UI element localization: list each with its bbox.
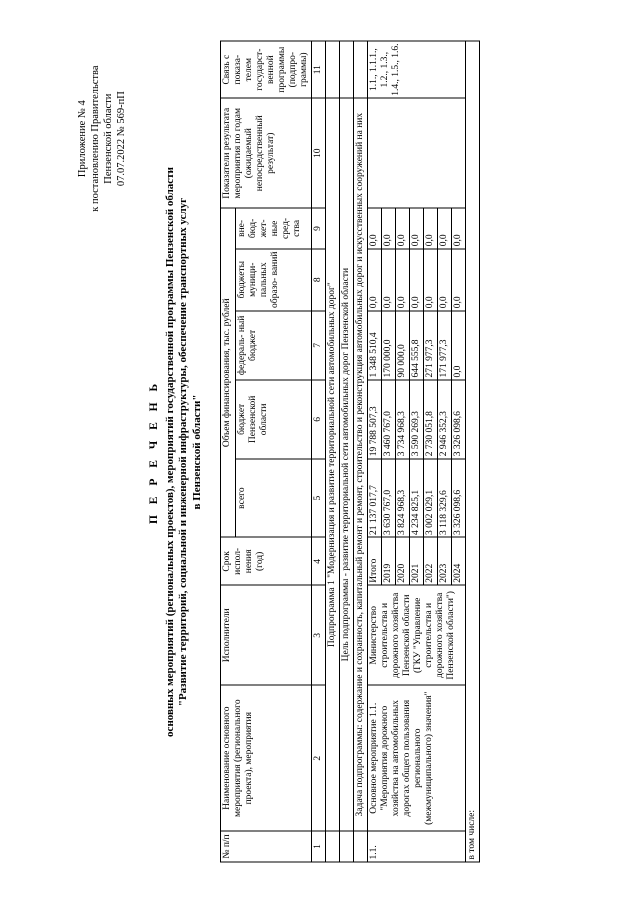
link-cell: 1.1., 1.1.1., 1.2., 1.3., 1.4., 1.5., 1.6. — [368, 41, 466, 98]
table-row — [368, 41, 382, 862]
header-term: Срок испол- нения (год) — [221, 537, 312, 585]
regional-cell: 3 734 968,3 — [396, 380, 410, 459]
federal-cell: 1 348 510,4 — [368, 311, 382, 380]
year-cell: 2021 — [410, 537, 424, 585]
subprogram-row — [326, 41, 340, 862]
footer-note: в том числе: — [466, 41, 480, 862]
column-number: 9 — [312, 208, 326, 249]
column-number: 5 — [312, 459, 326, 538]
rotated-page — [20, 30, 620, 875]
measures-table — [220, 41, 480, 863]
header-row — [221, 41, 236, 862]
goal-row — [340, 41, 354, 862]
municipal-cell: 0,0 — [396, 249, 410, 311]
extra-cell: 0,0 — [424, 208, 438, 249]
federal-cell: 271 977,3 — [424, 311, 438, 380]
federal-cell: 90 000,0 — [396, 311, 410, 380]
year-cell: 2020 — [396, 537, 410, 585]
year-cell: 2019 — [382, 537, 396, 585]
municipal-cell: 0,0 — [438, 249, 452, 311]
total-cell: 3 326 098,6 — [452, 459, 466, 538]
indicators-cell — [368, 98, 466, 208]
column-number: 11 — [312, 41, 326, 98]
footer-row — [466, 41, 480, 862]
extra-cell: 0,0 — [396, 208, 410, 249]
extra-cell: 0,0 — [382, 208, 396, 249]
column-number: 3 — [312, 585, 326, 685]
total-cell: 4 234 825,1 — [410, 459, 424, 538]
column-number: 2 — [312, 685, 326, 831]
measure-executors: Министерство строительства и дорожного хозяйства Пензенской области (ГКУ "Управление строительства и дорожного хозяйства Пензенской области") — [368, 585, 466, 685]
column-number: 6 — [312, 380, 326, 459]
total-cell: 3 118 329,6 — [438, 459, 452, 538]
column-number: 10 — [312, 98, 326, 208]
header-indicators: Показатели результата мероприятия по годам (ожидаемый непосредственный результат) — [221, 98, 312, 208]
municipal-cell: 0,0 — [382, 249, 396, 311]
extra-cell: 0,0 — [438, 208, 452, 249]
federal-cell: 170 000,0 — [382, 311, 396, 380]
regional-cell: 3 326 098,6 — [452, 380, 466, 459]
regional-cell: 3 460 767,0 — [382, 380, 396, 459]
header-regional: бюджет Пензенской области — [236, 380, 312, 459]
header-num: № п/п — [221, 831, 312, 862]
header-municipal: бюджеты муници- пальных образо- ваний — [236, 249, 312, 311]
municipal-cell: 0,0 — [452, 249, 466, 311]
total-cell: 3 824 968,3 — [396, 459, 410, 538]
federal-cell: 171 977,3 — [438, 311, 452, 380]
task-row — [354, 41, 368, 862]
appendix-block — [76, 66, 128, 212]
extra-cell: 0,0 — [452, 208, 466, 249]
header-link: Связь с показа- телем государст- венной программы (подпро- граммы) — [221, 41, 312, 98]
column-number: 1 — [312, 831, 326, 862]
header-executors: Исполнители — [221, 585, 312, 685]
year-cell: 2022 — [424, 537, 438, 585]
heading-line: в Пензенской области" — [190, 394, 203, 510]
document-title: П Е Р Е Ч Е Н Ь — [148, 379, 160, 525]
year-cell: 2024 — [452, 537, 466, 585]
header-total: всего — [236, 459, 312, 538]
year-cell: Итого — [368, 537, 382, 585]
document-heading — [148, 30, 204, 875]
row-num: 1.1. — [368, 831, 466, 862]
heading-line: основных мероприятий (региональных проектов), мероприятий государственной программы Пензенской области — [163, 167, 176, 737]
year-cell: 2023 — [438, 537, 452, 585]
appendix-line: к постановлению Правительства — [90, 65, 101, 212]
total-cell: 3 630 767,0 — [382, 459, 396, 538]
column-number-row — [312, 41, 326, 862]
header-extra: вне- бюд- жет- ные сред- ства — [236, 208, 312, 249]
header-funding: Объем финансирования, тыс. рублей — [221, 208, 236, 537]
federal-cell: 644 555,8 — [410, 311, 424, 380]
header-name: Наименование основного мероприятия (регионального проекта), мероприятия — [221, 685, 312, 831]
total-cell: 21 137 017,7 — [368, 459, 382, 538]
goal-text: Цель подпрограммы - развитие территориальной сети автомобильных дорог Пензенской области — [340, 98, 354, 831]
column-number: 7 — [312, 311, 326, 380]
total-cell: 3 002 029,1 — [424, 459, 438, 538]
column-number: 8 — [312, 249, 326, 311]
measure-name: Основное мероприятие 1.1. "Мероприятия дорожного хозяйства на автомобильных дорогах общего пользования регионального (межмуниципального) значения" — [368, 685, 466, 831]
regional-cell: 2 730 051,8 — [424, 380, 438, 459]
regional-cell: 2 946 352,3 — [438, 380, 452, 459]
extra-cell: 0,0 — [368, 208, 382, 249]
municipal-cell: 0,0 — [424, 249, 438, 311]
header-federal: федераль- ный бюджет — [236, 311, 312, 380]
subprogram-title: Подпрограмма 1 "Модернизация и развитие территориальной сети автомобильных дорог" — [326, 98, 340, 831]
regional-cell: 19 788 507,3 — [368, 380, 382, 459]
heading-line: "Развитие территорий, социальной и инженерной инфраструктуры, обеспечение транспортных услуг — [177, 197, 189, 707]
municipal-cell: 0,0 — [368, 249, 382, 311]
task-text: Задача подпрограммы: содержание и сохранность, капитальный ремонт и ремонт, строительство и реконструкция автомобильных дорог и искусственных сооружений на них — [354, 98, 368, 831]
appendix-line: 07.07.2022 № 569-пП — [116, 91, 127, 187]
extra-cell: 0,0 — [410, 208, 424, 249]
appendix-line: Пензенской области — [103, 93, 114, 184]
regional-cell: 3 590 269,3 — [410, 380, 424, 459]
federal-cell: 0,0 — [452, 311, 466, 380]
column-number: 4 — [312, 537, 326, 585]
appendix-line: Приложение № 4 — [77, 100, 88, 178]
municipal-cell: 0,0 — [410, 249, 424, 311]
